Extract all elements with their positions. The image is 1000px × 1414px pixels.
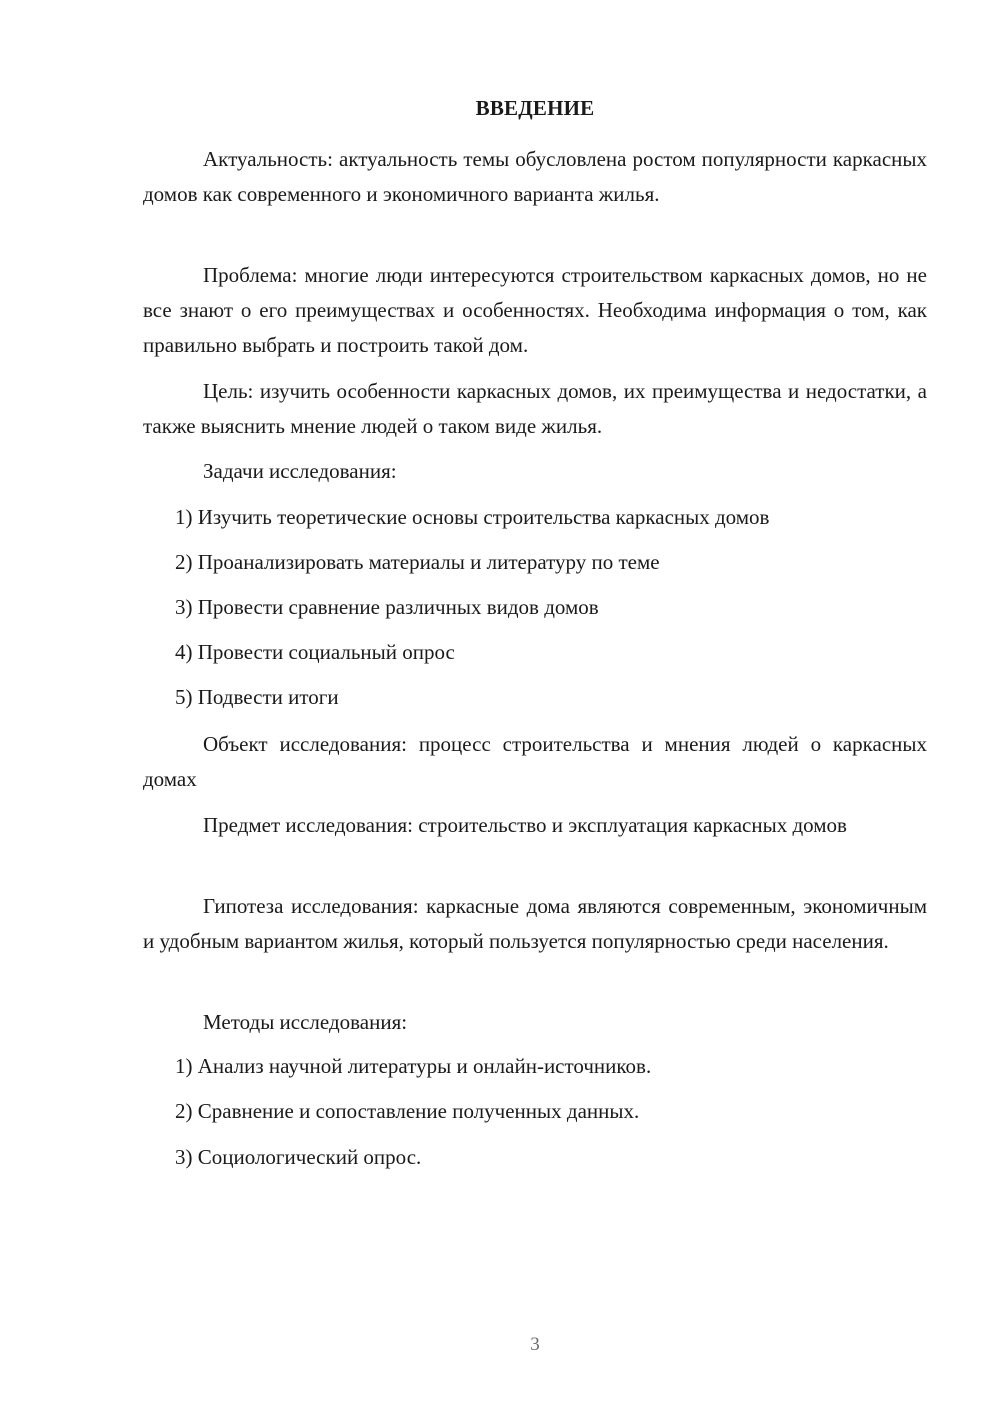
page-number: 3 xyxy=(530,1334,540,1355)
paragraph-goal: Цель: изучить особенности каркасных домов, их преимущества и недостатки, а также выяснить мнение людей о таком виде жилья. xyxy=(143,379,927,438)
paragraph-object: Объект исследования: процесс строительства и мнения людей о каркасных домах xyxy=(143,732,927,791)
page-title: ВВЕДЕНИЕ xyxy=(475,96,595,120)
methods-title: Методы исследования: xyxy=(203,1010,408,1034)
method-item: 3) Социологический опрос. xyxy=(175,1145,422,1169)
task-item: 1) Изучить теоретические основы строительства каркасных домов xyxy=(175,505,770,529)
paragraph-problem: Проблема: многие люди интересуются строительством каркасных домов, но не все знают о его преимуществах и особенностях. Необходима информация о том, как правильно выбрать и построить такой дом. xyxy=(143,263,927,357)
task-item: 2) Проанализировать материалы и литературу по теме xyxy=(175,550,660,574)
method-item: 1) Анализ научной литературы и онлайн-источников. xyxy=(175,1054,652,1078)
method-item: 2) Сравнение и сопоставление полученных данных. xyxy=(175,1099,640,1123)
paragraph-relevance: Актуальность: актуальность темы обусловлена ростом популярности каркасных домов как современного и экономичного варианта жилья. xyxy=(143,147,927,206)
tasks-title: Задачи исследования: xyxy=(203,459,397,483)
task-item: 3) Провести сравнение различных видов домов xyxy=(175,595,599,619)
paragraph-subject: Предмет исследования: строительство и эксплуатация каркасных домов xyxy=(203,813,847,837)
task-item: 5) Подвести итоги xyxy=(175,685,339,709)
paragraph-hypothesis: Гипотеза исследования: каркасные дома являются современным, экономичным и удобным вариантом жилья, который пользуется популярностью среди населения. xyxy=(143,894,927,953)
task-item: 4) Провести социальный опрос xyxy=(175,640,455,664)
